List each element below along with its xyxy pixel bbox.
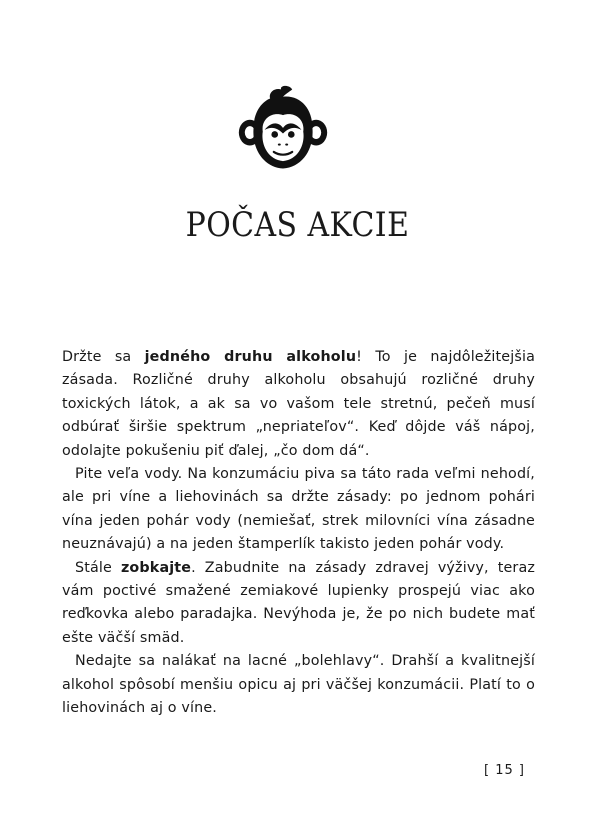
paragraph-text: Pite veľa vody. Na konzumáciu piva sa táto rada veľmi nehodí, ale pri víne a liehovinách sa držte zásady: po jednom pohári vína jeden pohár vody (nemiešať, strek milovníci vína zásadne neuznávajú) a na jeden štamperlík takisto jeden pohár vody. [62,466,535,553]
page-number: [ 15 ] [484,763,525,778]
paragraph [62,346,535,463]
emphasis-text: jedného druhu alkoholu [144,349,357,365]
paragraph [62,650,535,720]
emphasis-text: zobkajte [120,559,192,576]
paragraph [62,463,535,557]
paragraph-text: Stále [75,559,121,576]
paragraph-text: Nedajte sa nalákať na lacné „bolehlavy“. Drahší a kvalitnejší alkohol spôsobí menšiu opicu aj pri väčšej konzumácii. Platí to o liehovinách aj o víne. [62,653,535,717]
monkey-head-icon [236,82,330,174]
paragraph-text: ! To je najdôležitejšia zásada. Rozličné druhy alkoholu obsahujú rozličné druhy toxických látok, a ak sa vo vašom tele stretnú, pečeň musí odbúrať širšie spektrum „nepriateľov“. Keď dôjde váš nápoj, odolajte pokušeniu piť ďalej, „čo dom dá“. [62,349,535,459]
paragraph [62,557,535,651]
paragraph-text: . Zabudnite na zásady zdravej výživy, teraz vám poctivé smažené zemiakové lupienky prospejú viac ako reďkovka alebo paradajka. Nevýhoda je, že po nich budete mať ešte väčší smäd. [62,559,536,646]
chapter-title: POČAS AKCIE [185,205,410,245]
body-text [62,346,535,721]
paragraph-text: Držte sa [62,349,145,365]
